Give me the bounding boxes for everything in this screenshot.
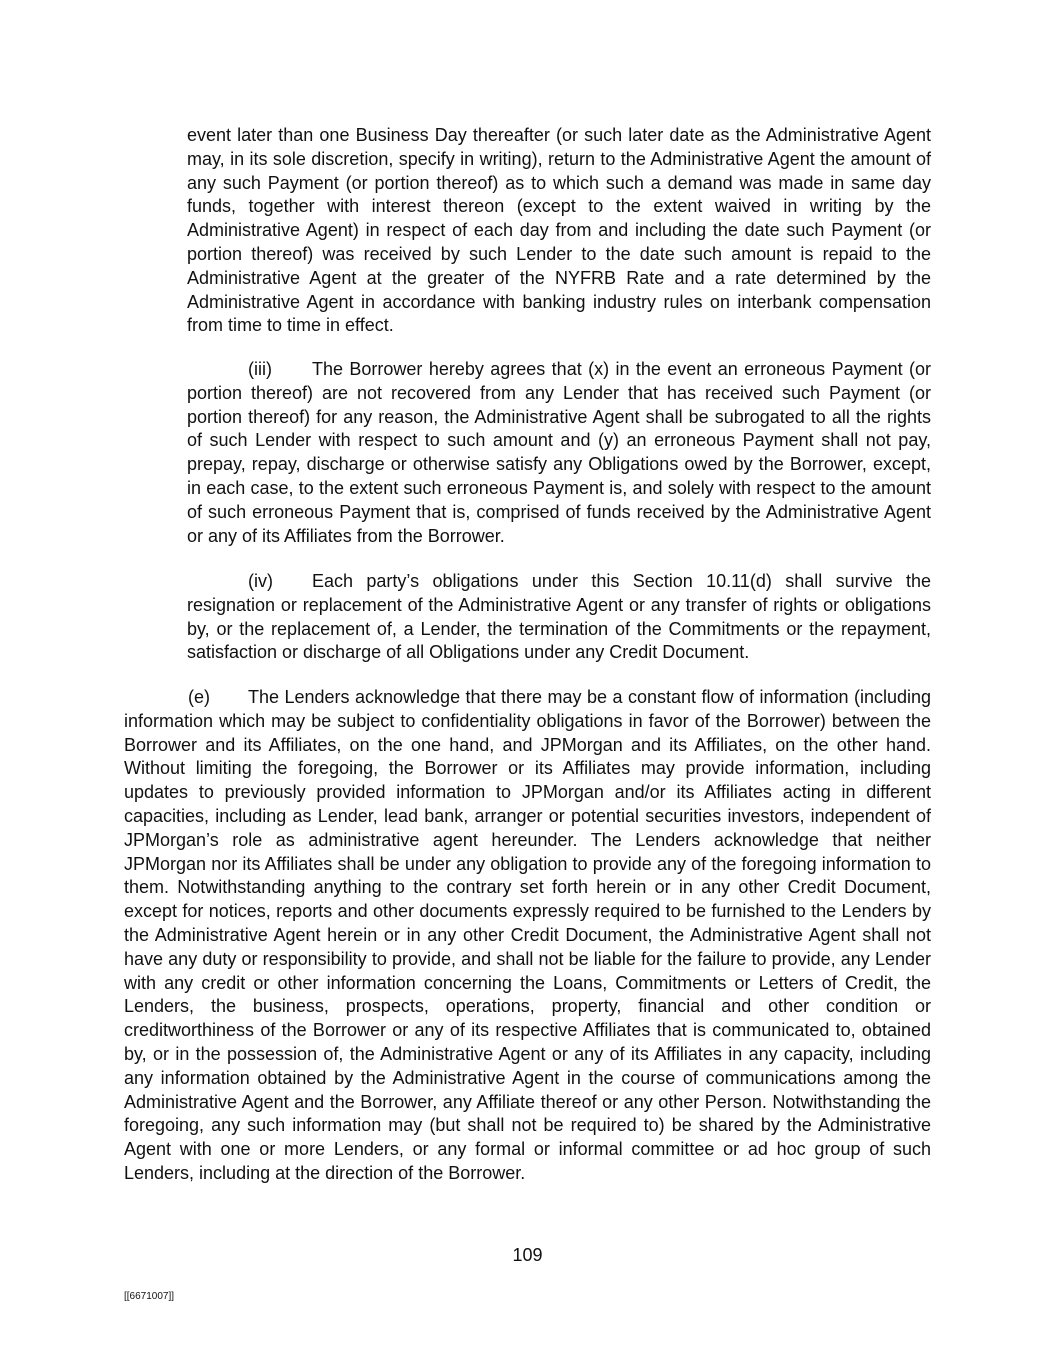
paragraph-iv-text: Each party’s obligations under this Section 10.11(d) shall survive the resignation or replacement of the Administrative Agent or any transfer of rights or obligations by, or the replacement of, a Lender, the termination of the Commitments or the repayment, satisfaction or discharge of all Obligations under any Credit Document.: [187, 571, 931, 663]
page-number: 109: [512, 1245, 543, 1265]
paragraph-iii-text: The Borrower hereby agrees that (x) in the event an erroneous Payment (or portion thereof) are not recovered from any Lender that has received such Payment (or portion thereof) for any reason, the Administrative Agent shall be subrogated to all the rights of such Lender with respect to such amount and (y) an erroneous Payment shall not pay, prepay, repay, discharge or otherwise satisfy any Obligations owed by the Borrower, except, in each case, to the extent such erroneous Payment is, and solely with respect to the amount of such erroneous Payment that is, comprised of funds received by the Administrative Agent or any of its Affiliates from the Borrower.: [187, 359, 931, 546]
document-id: [[6671007]]: [124, 1291, 175, 1302]
paragraph-iv-label: (iv): [248, 571, 273, 591]
paragraph-e-text: The Lenders acknowledge that there may be a constant flow of information (including information which may be subject to confidentiality obligations in favor of the Borrower) between the Borrower and its Affiliates, on the one hand, and JPMorgan and its Affiliates, on the other hand. Without limiting the foregoing, the Borrower or its Affiliates may provide information, including updates to previously provided information to JPMorgan and/or its Affiliates acting in different capacities, including as Lender, lead bank, arranger or potential securities investors, independent of JPMorgan’s role as administrative agent hereunder. The Lenders acknowledge that neither JPMorgan nor its Affiliates shall be under any obligation to provide any of the foregoing information to them. Notwithstanding anything to the contrary set forth herein or in any other Credit Document, except for notices, reports and other documents expressly required to be furnished to the Lenders by the Administrative Agent herein or in any other Credit Document, the Administrative Agent shall not have any duty or responsibility to provide, and shall not be liable for the failure to provide, any Lender with any credit or other information concerning the Loans, Commitments or Letters of Credit, the Lenders, the business, prospects, operations, property, financial and other condition or creditworthiness of the Borrower or any of its respective Affiliates that is communicated to, obtained by, or in the possession of, the Administrative Agent or any of its Affiliates in any capacity, including any information obtained by the Administrative Agent in the course of communications among the Administrative Agent and the Borrower, any Affiliate thereof or any other Person. Notwithstanding the foregoing, any such information may (but shall not be required to) be shared by the Administrative Agent with one or more Lenders, or any formal or informal committee or ad hoc group of such Lenders, including at the direction of the Borrower.: [124, 687, 931, 1183]
paragraph-continuation-text: event later than one Business Day thereafter (or such later date as the Administrative Agent may, in its sole discretion, specify in writing), return to the Administrative Agent the amount of any such Payment (or portion thereof) as to which such a demand was made in same day funds, together with interest thereon (except to the extent waived in writing by the Administrative Agent) in respect of each day from and including the date such Payment (or portion thereof) was received by such Lender to the date such amount is repaid to the Administrative Agent at the greater of the NYFRB Rate and a rate determined by the Administrative Agent in accordance with banking industry rules on interbank compensation from time to time in effect.: [187, 125, 931, 336]
paragraph-iii-label: (iii): [248, 359, 272, 379]
paragraph-iii: [187, 358, 931, 548]
paragraph-e: [124, 686, 931, 1186]
paragraph-e-label: (e): [188, 687, 210, 707]
paragraph-iv: [187, 570, 931, 665]
paragraph-continuation: [187, 124, 931, 338]
